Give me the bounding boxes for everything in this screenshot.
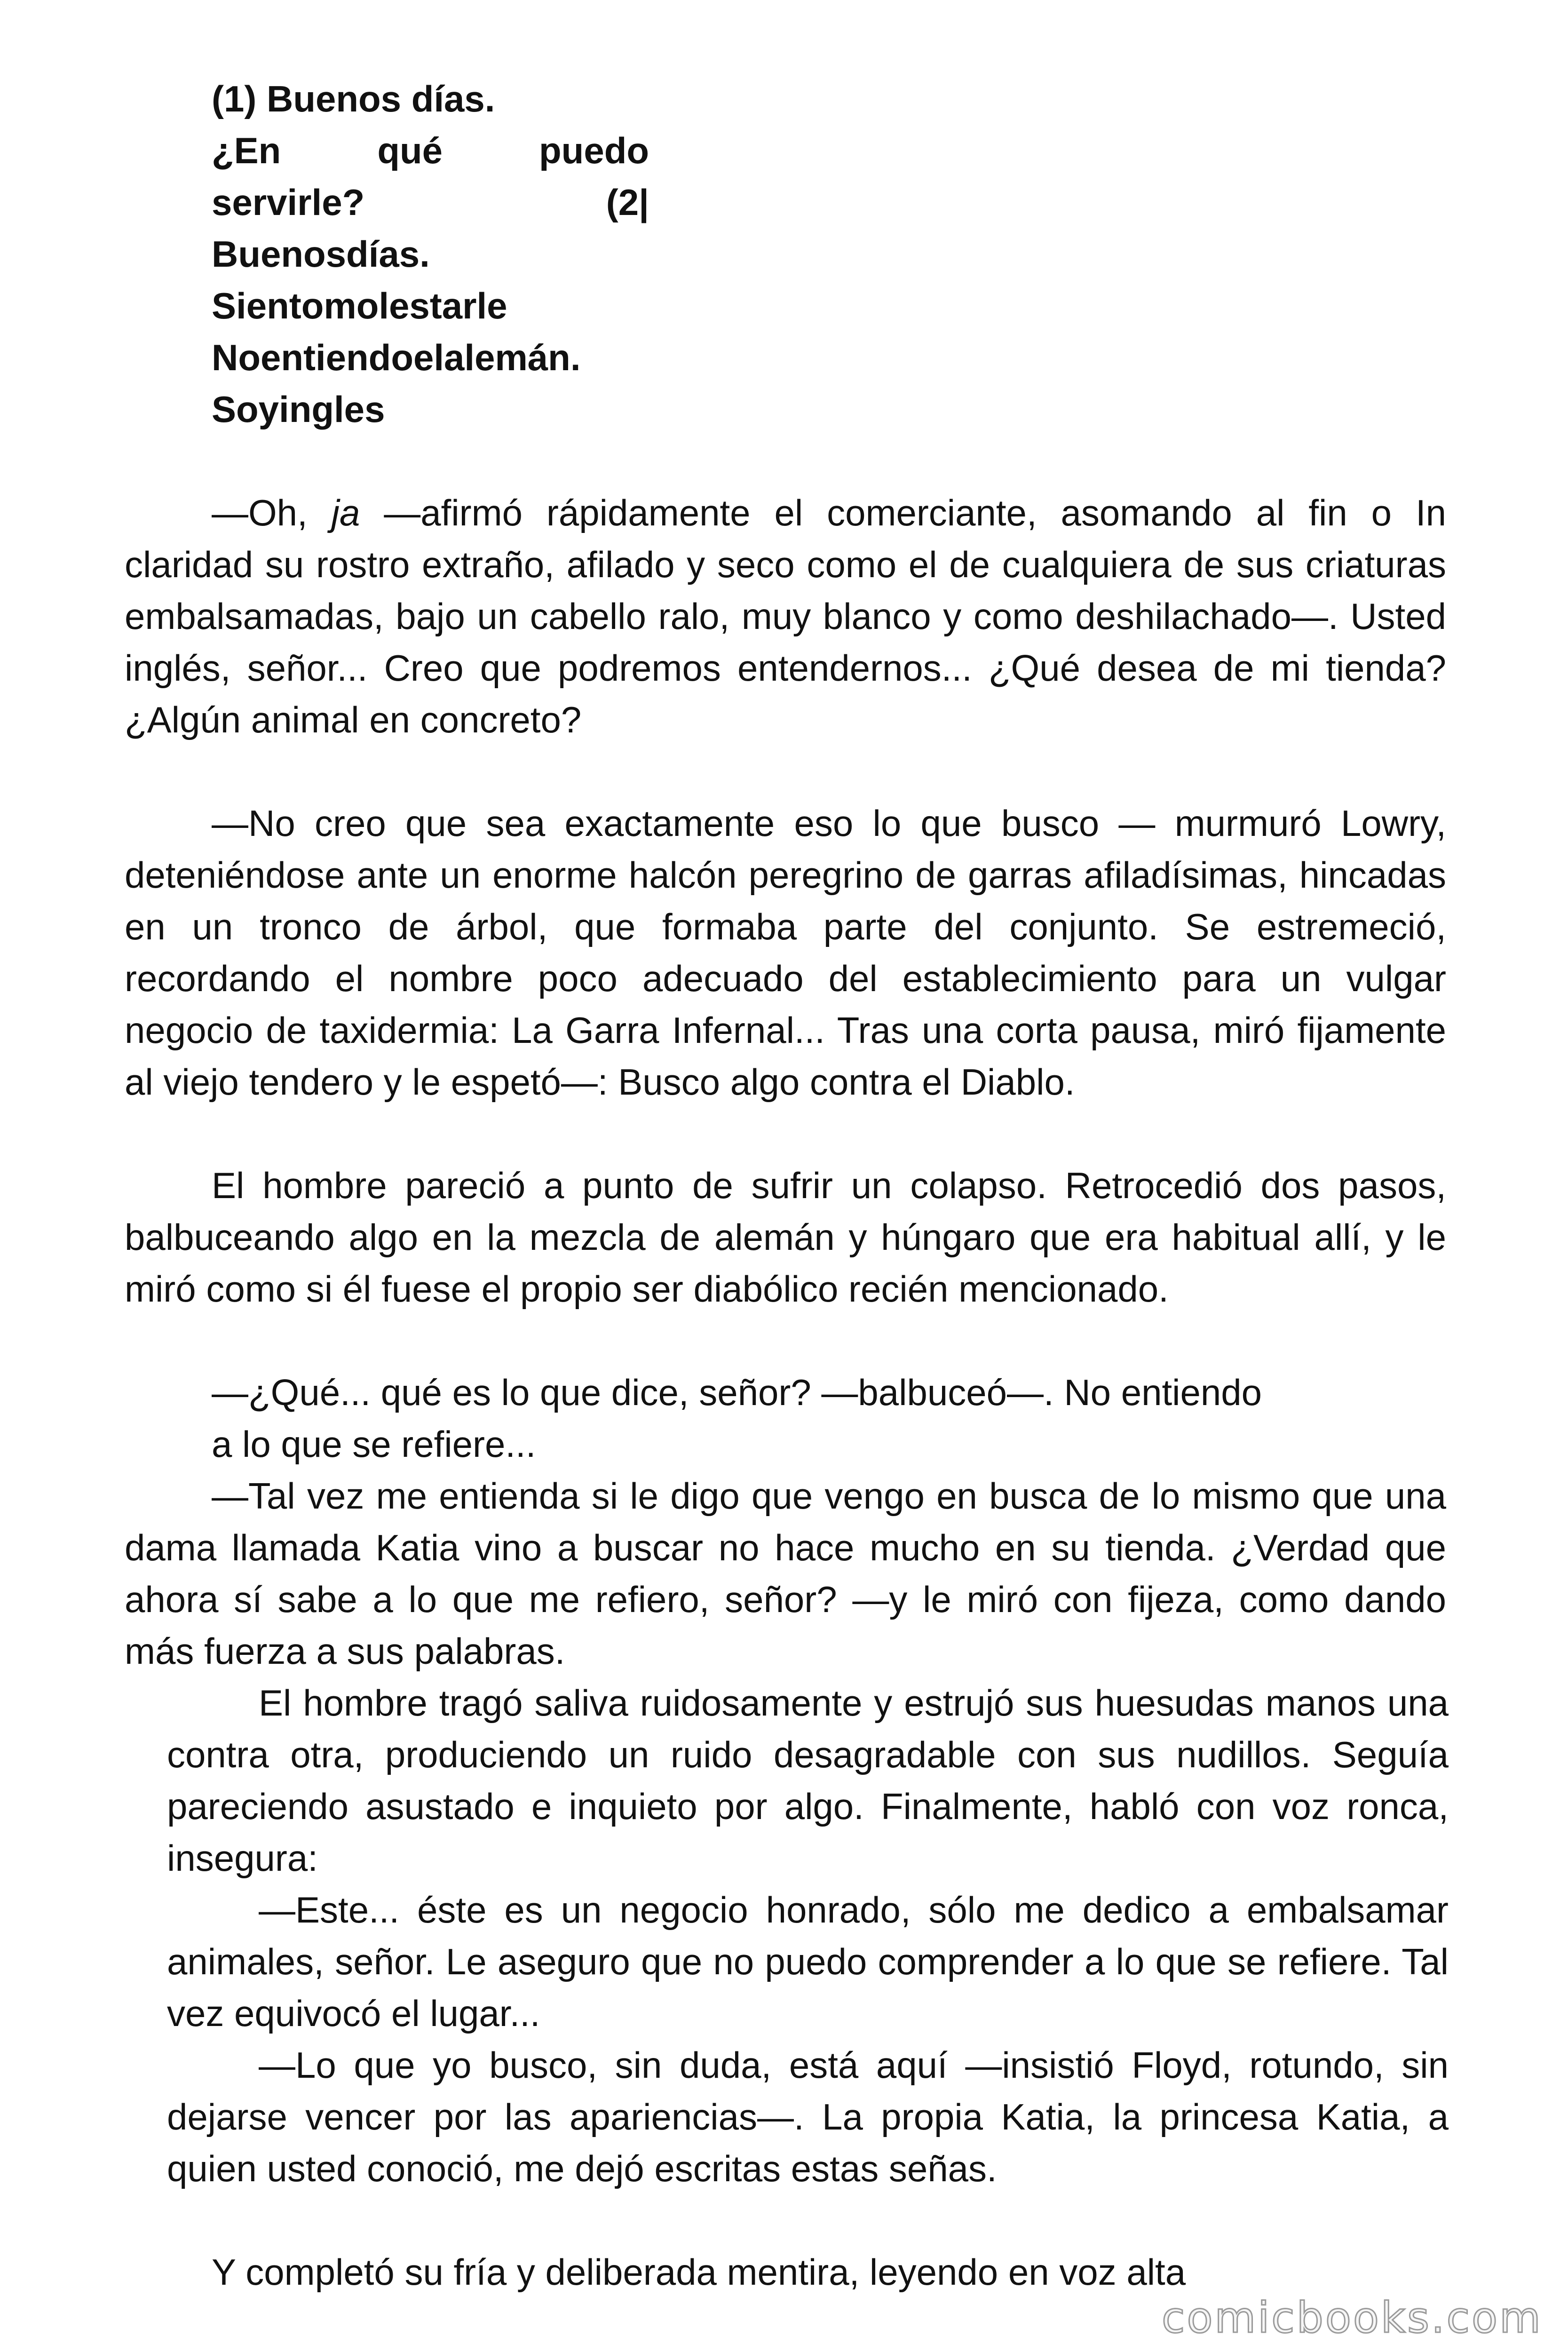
paragraph-question-continuation: a lo que se refiere... xyxy=(212,1423,536,1465)
paragraph-deliberate-lie: Y completó su fría y deliberada mentira, leyendo en voz alta xyxy=(212,2251,1186,2293)
paragraph-honest-business: —Este... éste es un negocio honrado, sólo me dedico a embalsamar animales, señor. Le aseguro que no puedo comprender a lo que se refiere. Tal vez equivocó el lugar... xyxy=(167,1889,1449,2034)
paragraph-lowry-murmur: —No creo que sea exactamente eso lo que busco — murmuró Lowry, deteniéndose ante un enorme halcón peregrino de garras afiladísimas, hincadas en un tronco de árbol, que formaba parte del conjunto. Se estremeció, recordando el nombre poco adecuado del establecimiento para un vulgar negocio de taxidermia: La Garra Infernal... Tras una corta pausa, miró fijamente al viejo tendero y le espetó—: Busco algo contra el Diablo. xyxy=(125,803,1446,1103)
bold-header-block xyxy=(212,73,649,435)
paragraph-floyd-insists: —Lo que yo busco, sin duda, está aquí —insistió Floyd, rotundo, sin dejarse vencer por las apariencias—. La propia Katia, la princesa Katia, a quien usted conoció, me dejó escritas estas señas. xyxy=(167,2044,1449,2189)
italic-word: ja xyxy=(331,492,360,533)
paragraph-man-swallow: El hombre tragó saliva ruidosamente y estrujó sus huesudas manos una contra otra, produciendo un ruido desagradable con sus nudillos. Seguía pareciendo asustado e inquieto por algo. Finalmente, habló con voz ronca, insegura: xyxy=(167,1682,1449,1879)
header-line: Noentiendoelalemán. xyxy=(212,337,581,378)
header-line: Soyingles xyxy=(212,389,385,430)
watermark-logo: comicbooks.com xyxy=(1162,2293,1543,2343)
paragraph-katia-mention: —Tal vez me entienda si le digo que vengo en busca de lo mismo que una dama llamada Katia vino a buscar no hace mucho en su tienda. ¿Verdad que ahora sí sabe a lo que me refiero, señor? —y le miró con fijeza, como dando más fuerza a sus palabras. xyxy=(125,1475,1446,1672)
header-line: Buenosdías. xyxy=(212,233,430,275)
paragraph-question-line: —¿Qué... qué es lo que dice, señor? —balbuceó—. No entiendo xyxy=(212,1372,1262,1413)
paragraph-text: —Oh, xyxy=(212,492,332,533)
paragraph-shopkeeper-reply xyxy=(125,487,1446,746)
header-line: (1) Buenos días. xyxy=(212,78,495,119)
header-line: ¿En qué puedo xyxy=(212,130,649,171)
header-line: Sientomolestarle xyxy=(212,285,507,326)
header-line: servirle? (2| xyxy=(212,182,649,223)
paragraph-man-collapse: El hombre pareció a punto de sufrir un colapso. Retrocedió dos pasos, balbuceando algo en la mezcla de alemán y húngaro que era habitual allí, y le miró como si él fuese el propio ser diabólico recién mencionado. xyxy=(125,1165,1446,1310)
paragraph-text: —afirmó rápidamente el comerciante, asomando al fin o In claridad su rostro extraño, afilado y seco como el de cualquiera de sus criaturas embalsamadas, bajo un cabello ralo, muy blanco y como deshilachado—. Usted inglés, señor... Creo que podremos entendernos... ¿Qué desea de mi tienda? ¿Algún animal en concreto? xyxy=(125,492,1446,740)
